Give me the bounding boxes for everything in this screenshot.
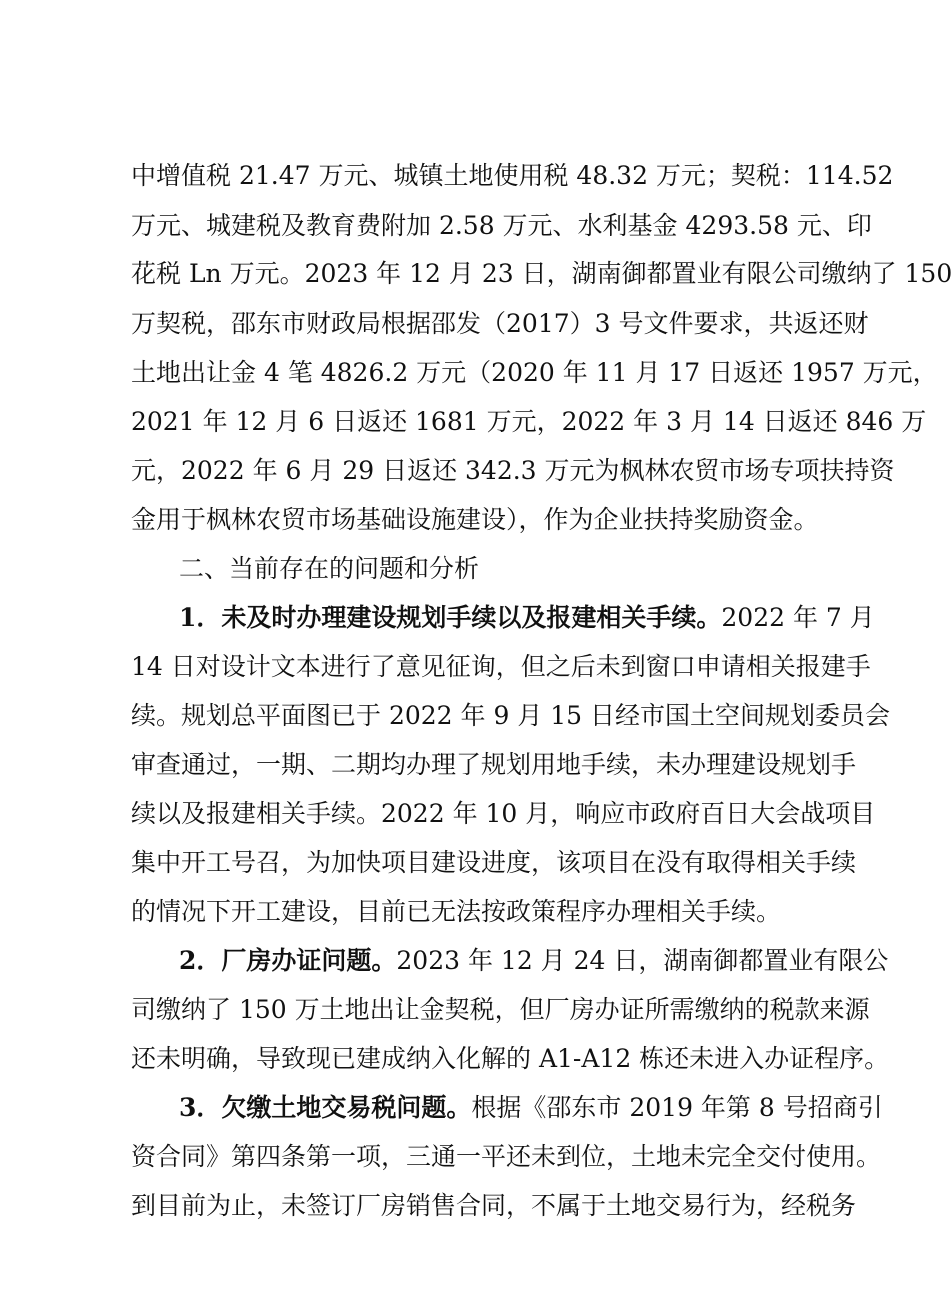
issue-1-first-line-text: 2022 年 7 月 xyxy=(721,603,875,632)
paragraph-line: 还未明确，导致现已建成纳入化解的 A1-A12 栋还未进入办证程序。 xyxy=(131,1044,890,1073)
paragraph-line: 到目前为止，未签订厂房销售合同，不属于土地交易行为，经税务 xyxy=(131,1191,857,1220)
issue-1-title: 1．未及时办理建设规划手续以及报建相关手续。 xyxy=(179,603,722,632)
paragraph-line: 14 日对设计文本进行了意见征询，但之后未到窗口申请相关报建手 xyxy=(131,652,871,681)
paragraph-line: 资合同》第四条第一项，三通一平还未到位，土地未完全交付使用。 xyxy=(131,1142,882,1171)
section-heading: 二、当前存在的问题和分析 xyxy=(179,554,480,583)
paragraph-line: 金用于枫林农贸市场基础设施建设），作为企业扶持奖励资金。 xyxy=(131,505,819,534)
paragraph-line: 续以及报建相关手续。2022 年 10 月，响应市政府百日大会战项目 xyxy=(131,799,876,828)
issue-1-first-line xyxy=(179,598,875,638)
paragraph-line: 审查通过，一期、二期均办理了规划用地手续，未办理建设规划手 xyxy=(131,750,857,779)
paragraph-line: 花税 Ln 万元。2023 年 12 月 23 日，湖南御都置业有限公司缴纳了 150 xyxy=(131,259,952,288)
paragraph-line: 2021 年 12 月 6 日返还 1681 万元，2022 年 3 月 14 日返还 846 万 xyxy=(131,407,927,436)
issue-2-title: 2．厂房办证问题。 xyxy=(179,946,397,975)
issue-3-title: 3．欠缴土地交易税问题。 xyxy=(179,1093,472,1122)
paragraph-line: 司缴纳了 150 万土地出让金契税，但厂房办证所需缴纳的税款来源 xyxy=(131,995,870,1024)
issue-3-first-line-text: 根据《邵东市 2019 年第 8 号招商引 xyxy=(471,1093,883,1122)
paragraph-line: 土地出让金 4 笔 4826.2 万元（2020 年 11 月 17 日返还 1957 万元， xyxy=(131,358,938,387)
paragraph-line: 集中开工号召，为加快项目建设进度，该项目在没有取得相关手续 xyxy=(131,848,857,877)
paragraph-line: 元，2022 年 6 月 29 日返还 342.3 万元为枫林农贸市场专项扶持资 xyxy=(131,456,895,485)
paragraph-line: 的情况下开工建设，目前已无法按政策程序办理相关手续。 xyxy=(131,897,782,926)
issue-2-first-line-text: 2023 年 12 月 24 日，湖南御都置业有限公 xyxy=(396,946,889,975)
paragraph-line: 万元、城建税及教育费附加 2.58 万元、水利基金 4293.58 元、印 xyxy=(131,211,872,240)
paragraph-line: 续。规划总平面图已于 2022 年 9 月 15 日经市国土空间规划委员会 xyxy=(131,701,891,730)
paragraph-line: 中增值税 21.47 万元、城镇土地使用税 48.32 万元；契税：114.52 xyxy=(131,161,894,190)
issue-2-first-line xyxy=(179,941,889,981)
paragraph-line: 万契税，邵东市财政局根据邵发（2017）3 号文件要求，共返还财 xyxy=(131,309,869,338)
issue-3-first-line xyxy=(179,1088,883,1128)
